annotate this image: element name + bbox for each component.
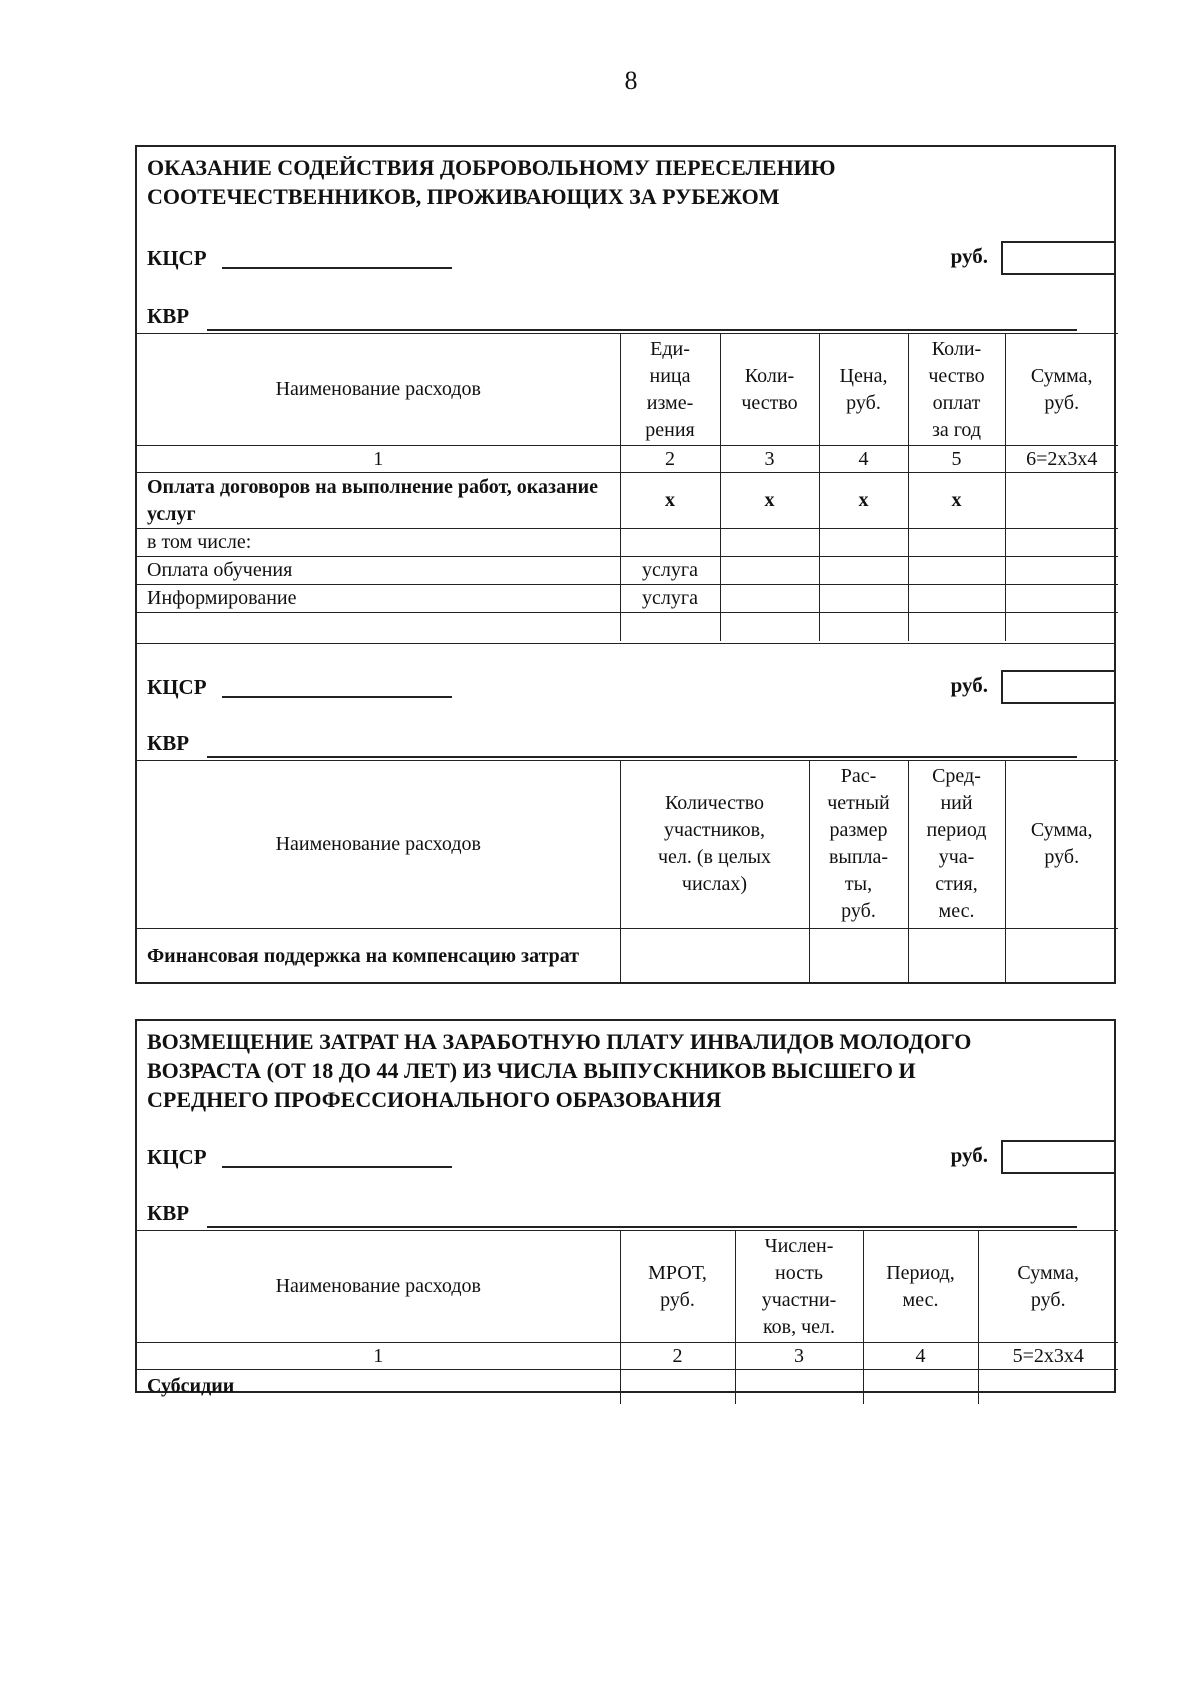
expenses-table-header (137, 334, 1118, 446)
cell-input[interactable] (819, 529, 908, 557)
cell-input[interactable] (620, 529, 720, 557)
kcsr-input-line[interactable] (222, 1165, 452, 1168)
row-name: Субсидии (137, 1370, 620, 1404)
column-numbers-row (137, 446, 1118, 473)
col-payment-size-header: Рас- четный размер выпла- ты, руб. (809, 760, 908, 928)
col-number: 1 (137, 1343, 620, 1370)
section2-title-line3: СРЕДНЕГО ПРОФЕССИОНАЛЬНОГО ОБРАЗОВАНИЯ (147, 1087, 722, 1112)
col-number: 2 (620, 446, 720, 473)
row-name: Финансовая поддержка на компенсацию затрат (137, 928, 620, 984)
col-number: 4 (863, 1343, 978, 1370)
financial-support-table-header (137, 760, 1118, 928)
cell: х (720, 473, 819, 529)
col-payments-header: Коли- чество оплат за год (908, 334, 1005, 446)
cell-input[interactable] (819, 613, 908, 641)
section2-title-line2: ВОЗРАСТА (ОТ 18 ДО 44 ЛЕТ) ИЗ ЧИСЛА ВЫПУСКНИКОВ ВЫСШЕГО И (147, 1058, 916, 1083)
col-sum-header: Сумма, руб. (1005, 334, 1118, 446)
table-row (137, 529, 1118, 557)
col-number: 5=2х3х4 (978, 1343, 1118, 1370)
cell: х (819, 473, 908, 529)
section1-title-line2: СООТЕЧЕСТВЕННИКОВ, ПРОЖИВАЮЩИХ ЗА РУБЕЖОМ (147, 184, 780, 209)
cell-input[interactable] (1005, 585, 1118, 613)
col-headcount-header: Числен- ность участни- ков, чел. (735, 1231, 863, 1343)
section2-title-line1: ВОЗМЕЩЕНИЕ ЗАТРАТ НА ЗАРАБОТНУЮ ПЛАТУ ИНВАЛИДОВ МОЛОДОГО (147, 1029, 972, 1054)
table-row (137, 928, 1118, 984)
kvr-input-line[interactable] (207, 1225, 1077, 1228)
cell-input[interactable] (720, 585, 819, 613)
col-participants-header: Количество участников, чел. (в целых числах) (620, 760, 809, 928)
col-number: 6=2х3х4 (1005, 446, 1118, 473)
col-number: 2 (620, 1343, 735, 1370)
subsidies-table (137, 1230, 1118, 1404)
kvr-input-line[interactable] (207, 755, 1077, 758)
table-row (137, 1370, 1118, 1404)
col-unit-header: Еди- ница изме- рения (620, 334, 720, 446)
rub-amount-box[interactable] (1001, 1140, 1116, 1174)
cell-input[interactable] (620, 613, 720, 641)
table-row (137, 613, 1118, 641)
cell: х (620, 473, 720, 529)
cell: х (908, 473, 1005, 529)
row-name: Оплата обучения (137, 557, 620, 585)
cell-input[interactable] (620, 1370, 735, 1404)
col-number: 4 (819, 446, 908, 473)
col-avg-period-header: Сред- ний период уча- стия, мес. (908, 760, 1005, 928)
col-name-header: Наименование расходов (137, 1231, 620, 1343)
cell-input[interactable] (735, 1370, 863, 1404)
subsidies-table-header (137, 1231, 1118, 1343)
table-row (137, 585, 1118, 613)
section-resettlement (135, 145, 1116, 984)
section-disabled-youth-wages (135, 1019, 1116, 1398)
kvr-label: КВР (147, 304, 190, 328)
cell-input[interactable] (908, 529, 1005, 557)
cell-input[interactable] (720, 613, 819, 641)
row-name: в том числе: (137, 529, 620, 557)
kvr-row (137, 275, 1114, 333)
col-quantity-header: Коли- чество (720, 334, 819, 446)
kvr-input-line[interactable] (207, 328, 1077, 331)
cell-input[interactable] (809, 928, 908, 984)
row-name: Оплата договоров на выполнение работ, оказание услуг (137, 473, 620, 529)
section2-title (137, 1021, 1114, 1114)
cell: услуга (620, 585, 720, 613)
kcsr-row-3 (137, 1114, 1114, 1174)
cell-input[interactable] (908, 557, 1005, 585)
col-period-header: Период, мес. (863, 1231, 978, 1343)
kcsr-label: КЦСР (147, 1145, 207, 1169)
kcsr-row-2 (137, 644, 1114, 704)
cell-input[interactable] (1005, 557, 1118, 585)
col-number: 3 (720, 446, 819, 473)
col-number: 3 (735, 1343, 863, 1370)
cell-input[interactable] (863, 1370, 978, 1404)
expenses-table (137, 333, 1118, 641)
page-number: 8 (624, 66, 638, 95)
cell: услуга (620, 557, 720, 585)
kvr-label: КВР (147, 1201, 190, 1225)
cell-input[interactable] (720, 529, 819, 557)
col-number: 5 (908, 446, 1005, 473)
cell-input[interactable] (908, 928, 1005, 984)
col-name-header: Наименование расходов (137, 760, 620, 928)
cell-input[interactable] (620, 928, 809, 984)
kvr-label: КВР (147, 730, 190, 755)
kcsr-label: КЦСР (147, 674, 207, 699)
col-mrot-header: МРОТ, руб. (620, 1231, 735, 1343)
cell-input[interactable] (1005, 529, 1118, 557)
col-sum-header: Сумма, руб. (978, 1231, 1118, 1343)
rub-label: руб. (950, 1143, 988, 1167)
section1-title-line1: ОКАЗАНИЕ СОДЕЙСТВИЯ ДОБРОВОЛЬНОМУ ПЕРЕСЕЛЕНИЮ (147, 155, 836, 180)
row-name[interactable] (137, 613, 620, 641)
rub-amount-box[interactable] (1001, 241, 1116, 275)
cell-input[interactable] (819, 585, 908, 613)
kcsr-row (137, 211, 1114, 275)
col-price-header: Цена, руб. (819, 334, 908, 446)
kcsr-input-line[interactable] (222, 695, 452, 698)
cell-input[interactable] (908, 613, 1005, 641)
financial-support-table (137, 760, 1118, 985)
row-name: Информирование (137, 585, 620, 613)
col-sum-header: Сумма, руб. (1005, 760, 1118, 928)
cell-input[interactable] (1005, 473, 1118, 529)
kvr-row-2 (137, 704, 1114, 760)
cell-input[interactable] (978, 1370, 1118, 1404)
col-number: 1 (137, 446, 620, 473)
cell-input[interactable] (1005, 613, 1118, 641)
cell-input[interactable] (908, 585, 1005, 613)
cell-input[interactable] (819, 557, 908, 585)
section1-title (137, 147, 1114, 211)
kvr-row-3 (137, 1174, 1114, 1230)
column-numbers-row (137, 1343, 1118, 1370)
kcsr-input-line[interactable] (222, 266, 452, 269)
cell-input[interactable] (720, 557, 819, 585)
table-row (137, 557, 1118, 585)
rub-amount-box[interactable] (1001, 670, 1116, 704)
kcsr-label: КЦСР (147, 246, 207, 270)
table-row (137, 473, 1118, 529)
rub-label: руб. (950, 244, 988, 268)
rub-label: руб. (950, 672, 988, 697)
col-name-header: Наименование расходов (137, 334, 620, 446)
cell-input[interactable] (1005, 928, 1118, 984)
